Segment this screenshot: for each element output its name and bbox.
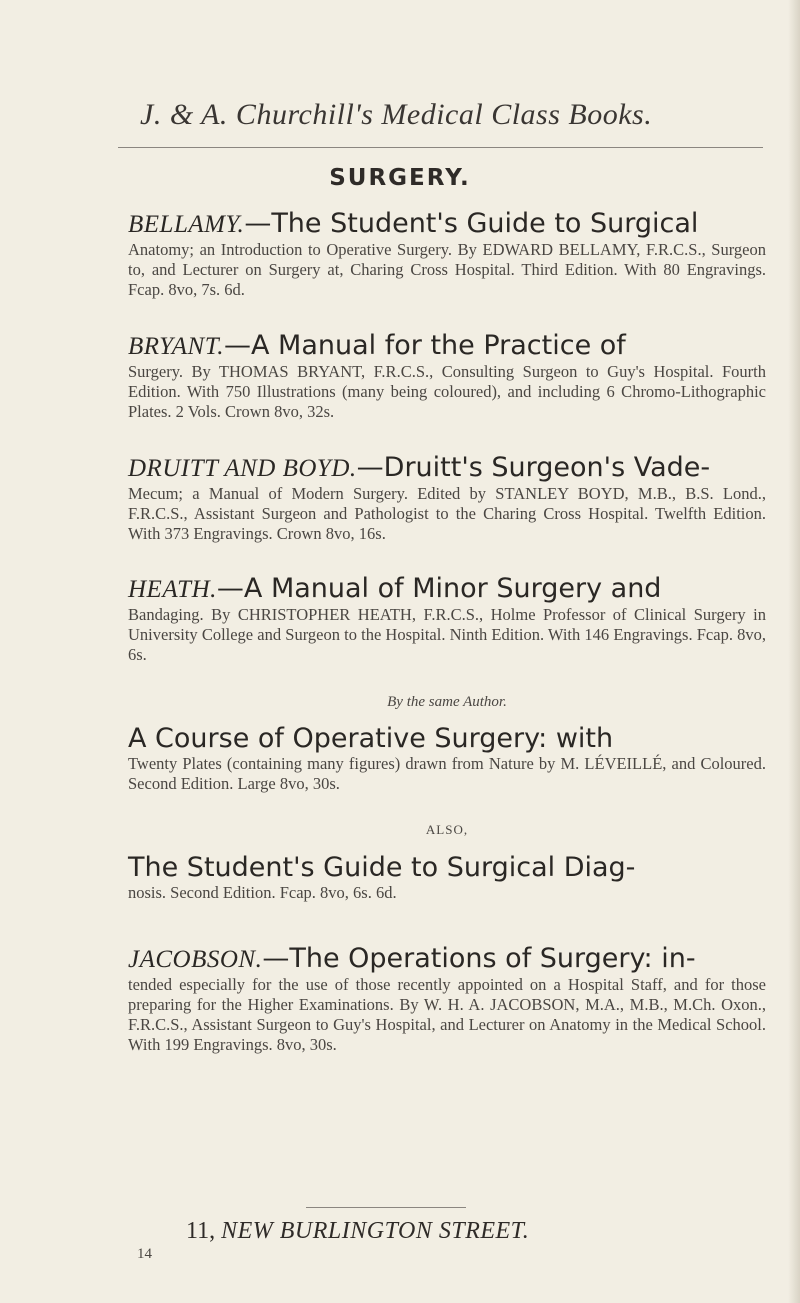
entry-title: A Course of Operative Surgery: with <box>128 723 614 754</box>
entry-title: The Student's Guide to Surgical Diag- <box>128 852 636 883</box>
entry-author: JACOBSON. <box>128 946 263 973</box>
publisher-address <box>186 1218 529 1245</box>
entry-description: tended especially for the use of those recently appointed on a Hospital Staff, and for those preparing for the Higher Examinations. By W. H. A. JACOBSON, M.A., M.B., M.Ch. Oxon., F.R.C.S., Assistant Surgeon to Guy's Hospital, and Lecturer on Anatomy in the Medical School. With 199 Engravings. 8vo, 30s. <box>128 975 766 1054</box>
entry-students-guide-diagnosis <box>128 822 766 903</box>
entry-byline: By the same Author. <box>387 694 507 710</box>
entry-title: —A Manual of Minor Surgery and <box>216 573 662 604</box>
entry-jacobson <box>128 943 766 1055</box>
address-number: 11, <box>186 1218 216 1244</box>
entry-author: HEATH. <box>128 576 217 603</box>
header-rule <box>118 147 763 148</box>
entry-description: nosis. Second Edition. Fcap. 8vo, 6s. 6d. <box>128 883 397 902</box>
section-title: SURGERY. <box>329 165 471 191</box>
entry-heading <box>128 208 766 240</box>
entry-description: Twenty Plates (containing many figures) drawn from Nature by M. LÉVEILLÉ, and Coloured. Second Edition. Large 8vo, 30s. <box>128 754 766 793</box>
entry-title: —Druitt's Surgeon's Vade- <box>356 452 711 483</box>
entry-title: —The Operations of Surgery: in- <box>262 943 696 974</box>
running-header: J. & A. Churchill's Medical Class Books. <box>140 98 653 131</box>
footer-rule <box>306 1207 466 1208</box>
entry-bryant <box>128 330 766 422</box>
entry-heading <box>128 943 766 975</box>
entry-title: —A Manual for the Practice of <box>224 330 626 361</box>
entry-description: Mecum; a Manual of Modern Surgery. Edited by STANLEY BOYD, M.B., B.S. Lond., F.R.C.S., Assistant Surgeon and Pathologist to the Charing Cross Hospital. Twelfth Edition. With 373 Engravings. Crown 8vo, 16s. <box>128 484 766 543</box>
entry-course-operative-surgery <box>128 694 766 794</box>
entry-heading <box>128 573 766 605</box>
entry-description: Surgery. By THOMAS BRYANT, F.R.C.S., Consulting Surgeon to Guy's Hospital. Fourth Edition. With 750 Illustrations (many being coloured), and including 6 Chromo-Lithographic Plates. 2 Vols. Crown 8vo, 32s. <box>128 362 766 421</box>
entry-author: BELLAMY. <box>128 211 245 238</box>
address-street: NEW BURLINGTON STREET. <box>221 1218 530 1244</box>
entry-description: Bandaging. By CHRISTOPHER HEATH, F.R.C.S., Holme Professor of Clinical Surgery in University College and Surgeon to the Hospital. Ninth Edition. With 146 Engravings. Fcap. 8vo, 6s. <box>128 605 766 664</box>
entry-author: DRUITT AND BOYD. <box>128 455 357 482</box>
entry-also-label: ALSO, <box>425 822 469 837</box>
entry-title: —The Student's Guide to Surgical <box>244 208 699 239</box>
entry-heading <box>128 330 766 362</box>
page-number: 14 <box>137 1246 152 1262</box>
page-edge-shadow <box>788 0 800 1303</box>
entry-description: Anatomy; an Introduction to Operative Surgery. By EDWARD BELLAMY, F.R.C.S., Surgeon to, and Lecturer on Surgery at, Charing Cross Hospital. Third Edition. With 80 Engravings. Fcap. 8vo, 7s. 6d. <box>128 240 766 299</box>
entry-heading <box>128 452 766 484</box>
entry-druitt-boyd <box>128 452 766 544</box>
entry-bellamy <box>128 208 766 300</box>
entry-author: BRYANT. <box>128 333 224 360</box>
entry-heath <box>128 573 766 665</box>
